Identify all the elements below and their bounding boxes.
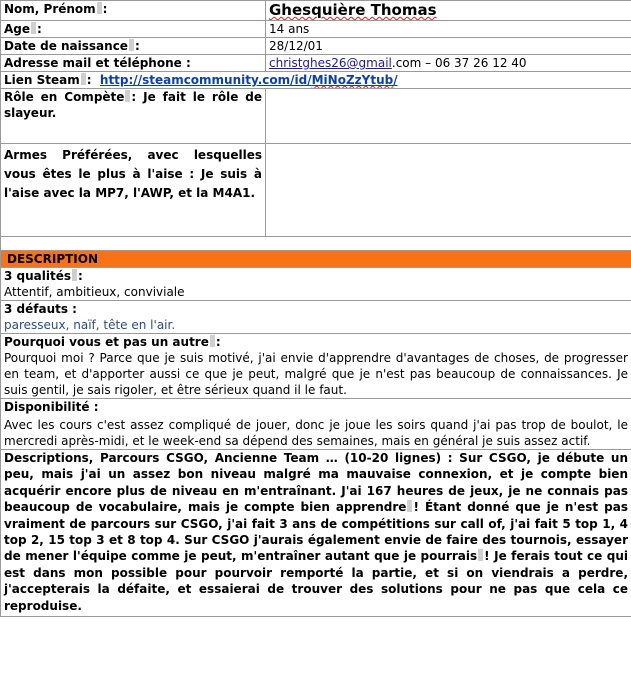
field-marker <box>97 2 102 14</box>
defects-row <box>1 301 631 334</box>
why-label-line: Pourquoi vous et pas un autre : <box>4 335 221 349</box>
qualities-cell <box>1 268 631 301</box>
qualities-label-line: 3 qualités : <box>4 269 83 283</box>
steam-cell: Lien Steam : http://steamcommunity.com/id/MiNoZzYtub/ <box>1 72 631 89</box>
why-label: Pourquoi vous et pas un autre <box>4 335 209 349</box>
contact-row <box>1 55 631 72</box>
qualities-row <box>1 268 631 301</box>
dob-label: Date de naissance <box>4 39 128 53</box>
age-label-cell: Age : <box>1 21 266 38</box>
role-label: Rôle en Compète <box>4 90 125 104</box>
steam-link-prefix: http://steamcommunity.com/id/ <box>99 73 312 87</box>
why-row <box>1 334 631 399</box>
name-value <box>266 1 631 21</box>
name-row <box>1 1 631 21</box>
spacer-cell <box>1 237 631 251</box>
weapons-row <box>1 144 631 237</box>
steam-link-id: MiNoZzYtub <box>311 73 394 87</box>
name-value-text: Ghesquière Thomas <box>269 1 437 19</box>
dob-label-cell: Date de naissance : <box>1 38 266 55</box>
field-marker <box>407 500 412 512</box>
role-text: : Je fait le rôle de slayeur. <box>4 90 262 120</box>
steam-row <box>1 72 631 89</box>
weapons-empty <box>266 144 631 237</box>
description-header-row <box>1 251 631 268</box>
why-cell <box>1 334 631 399</box>
email-link[interactable]: christghes26@gmail <box>269 56 392 70</box>
career-cell <box>1 450 631 617</box>
dob-value: 28/12/01 <box>266 38 631 55</box>
age-label: Age <box>4 22 31 36</box>
why-value: Pourquoi moi ? Parce que je suis motivé, j'ai envie d'apprendre d'avantages de choses, de progresser en team, et d'apporter aussi ce que je peut, malgré que je n'est pas beaucoup de connaissances. Je suis gentil, je sais rigoler, et être sérieux quand il le faut. <box>4 351 628 397</box>
steam-link-suffix: / <box>393 73 398 87</box>
availability-row <box>1 399 631 450</box>
availability-label: Disponibilité : <box>4 400 99 414</box>
defects-cell <box>1 301 631 334</box>
career-value-1: Sur CSGO, je débute un peu, mais j'ai un assez bon niveau malgré ma mauvaise connexion, et je compte bien acquérir encore plus de niveau en m'entraînant. J'ai 167 heures de jeux, je ne connais pas beaucoup de vocabulaire, mais je compte bien apprendre <box>4 451 628 515</box>
field-marker <box>210 335 215 347</box>
contact-label: Adresse mail et téléphone : <box>1 55 266 72</box>
name-label-cell: Nom, Prénom : <box>1 1 266 21</box>
qualities-label: 3 qualités <box>4 269 72 283</box>
field-marker <box>129 39 134 51</box>
defects-value: paresseux, naïf, tête en l'air. <box>4 318 176 332</box>
career-label: Descriptions, Parcours CSGO, Ancienne Team … (10-20 lignes) : <box>4 451 453 465</box>
career-row <box>1 450 631 617</box>
weapons-text: Armes Préférées, avec lesquelles vous êtes le plus à l'aise : Je suis à l'aise avec la MP7, l'AWP, et la M4A1. <box>1 144 266 237</box>
age-row <box>1 21 631 38</box>
steam-label: Lien Steam <box>4 73 80 87</box>
role-row <box>1 89 631 144</box>
name-label: Nom, Prénom <box>4 2 96 16</box>
availability-cell <box>1 399 631 450</box>
field-marker <box>72 269 77 281</box>
role-cell <box>1 89 266 144</box>
career-exclam-2: ! <box>484 549 490 564</box>
field-marker <box>478 549 483 561</box>
field-marker <box>125 90 130 102</box>
description-header: DESCRIPTION <box>1 251 631 268</box>
career-exclam-1: ! <box>413 500 419 515</box>
defects-label: 3 défauts : <box>4 302 77 316</box>
contact-rest: .com – 06 37 26 12 40 <box>391 56 527 70</box>
dob-row <box>1 38 631 55</box>
steam-link[interactable] <box>100 73 398 87</box>
qualities-value: Attentif, ambitieux, conviviale <box>4 285 185 299</box>
contact-value-cell <box>266 55 631 72</box>
availability-value: Avec les cours c'est assez compliqué de jouer, donc je joue les soirs quand j'ai pas trop de boulot, le mercredi après-midi, et le week-end sa dépend des semaines, mais en général je suis assez actif. <box>4 418 628 448</box>
spacer-row <box>1 237 631 251</box>
field-marker <box>31 22 36 34</box>
career-value-3: Je ferais tout ce qui est dans mon possible pour pourvoir remporté la partie, et si on viendrais a perdre, j'accepterais la défaite, et essaierai de trouver des solutions pour ne pas que cela ce reproduise. <box>4 549 629 613</box>
age-value: 14 ans <box>266 21 631 38</box>
role-empty <box>266 89 631 144</box>
career-value-2: Étant donné que je n'est pas vraiment de parcours sur CSGO, j'ai fait 3 ans de compétitions sur call of, j'ai fait 5 top 1, 4 top 2, 15 top 3 et 8 top 4. Sur CSGO j'aurais également envie de faire des tournois, essayer de mener l'équipe comme je peut, m'entraîner autant que je pourrais <box>4 500 629 564</box>
field-marker <box>81 73 86 85</box>
